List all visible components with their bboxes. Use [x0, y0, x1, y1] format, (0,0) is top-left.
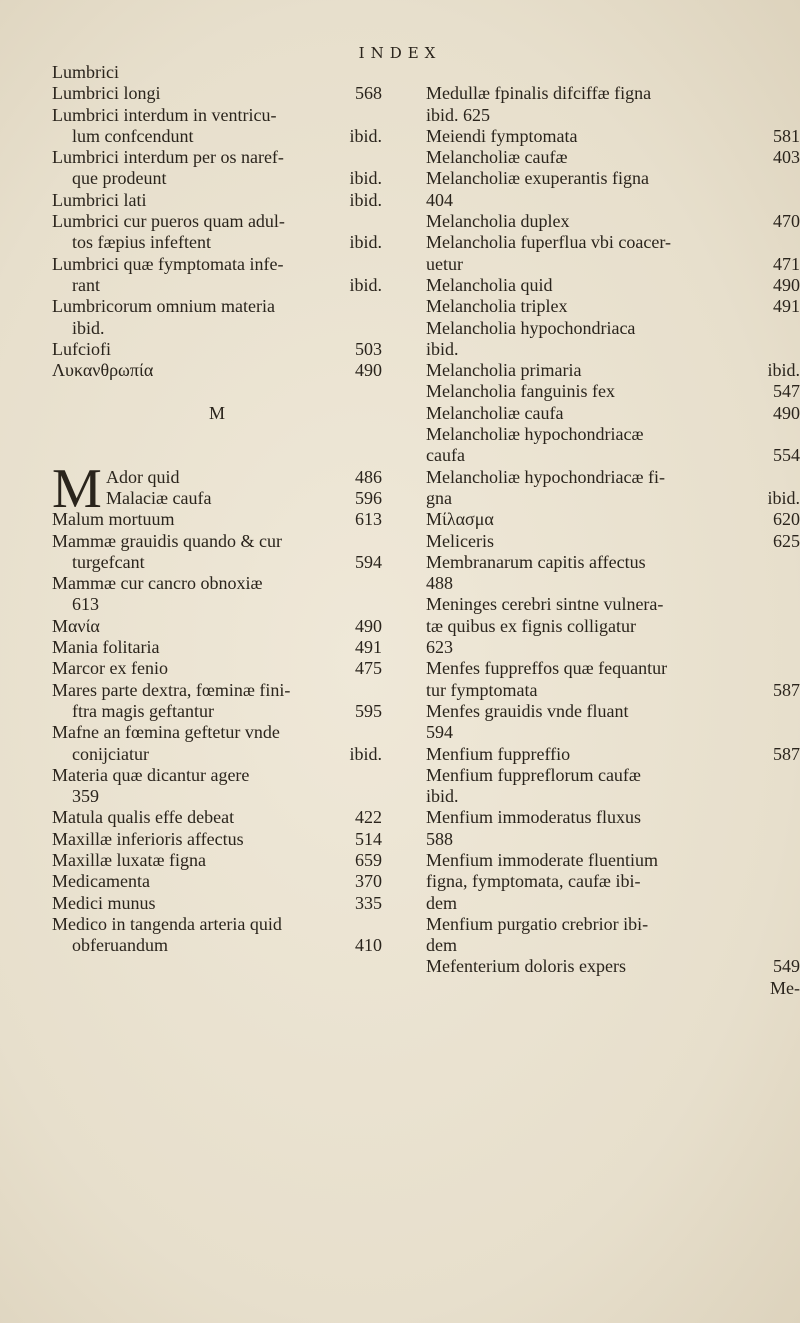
entry-text: Meiendi fymptomata	[426, 125, 578, 146]
index-entry	[52, 765, 382, 786]
entry-text: ibid.	[426, 786, 459, 807]
page-ref: 491	[773, 296, 800, 317]
entry-text: caufa	[426, 445, 465, 466]
entry-text: 359	[72, 786, 99, 807]
entry-text: Mafne an fœmina geftetur vnde	[52, 722, 280, 743]
entry-text: Lumbrici cur pueros quam adul-	[52, 211, 285, 232]
index-entry	[380, 893, 800, 914]
entry-text: Maxillæ luxatæ figna	[52, 849, 206, 870]
index-entry	[380, 616, 800, 637]
page-ref: 422	[355, 807, 382, 828]
page-ref: Me-	[770, 977, 800, 998]
index-entry	[52, 211, 382, 232]
index-entry	[380, 871, 800, 892]
entry-text: Melancholia primaria	[426, 360, 582, 381]
entry-text: Marcor ex fenio	[52, 658, 168, 679]
page-ref: 587	[773, 743, 800, 764]
index-entry	[380, 381, 800, 402]
entry-text: ibid.	[426, 338, 459, 359]
page-ref: 613	[355, 509, 382, 530]
index-entry	[380, 552, 800, 573]
page-ref: 335	[355, 892, 382, 913]
index-entry	[52, 807, 382, 828]
index-entry	[52, 722, 382, 743]
index-entry	[52, 190, 382, 211]
index-entry	[380, 935, 800, 956]
index-entry	[380, 658, 800, 679]
page-ref: 470	[773, 211, 800, 232]
index-entry	[52, 701, 382, 722]
index-entry	[52, 126, 382, 147]
entry-text: Menfium immoderate fluentium	[426, 849, 658, 870]
index-entry	[52, 829, 382, 850]
entry-text: Menfium fuppreflorum caufæ	[426, 764, 641, 785]
entry-text: Menfium immoderatus fluxus	[426, 807, 641, 828]
entry-text: Lumbrici longi	[52, 83, 161, 104]
entry-text: Malaciæ caufa	[106, 487, 212, 508]
entry-text: Mefenterium doloris expers	[426, 956, 626, 977]
entry-text: rant	[72, 274, 100, 295]
index-entry	[52, 935, 382, 956]
index-entry	[380, 275, 800, 296]
entry-text: dem	[426, 935, 457, 956]
index-entry	[380, 722, 800, 743]
entry-text: Menfes grauidis vnde fluant	[426, 700, 629, 721]
entry-text: Lufciofi	[52, 338, 111, 359]
page-ref: 514	[355, 828, 382, 849]
entry-text: Medullæ fpinalis difciffæ figna	[426, 83, 652, 104]
entry-text: Melancholiæ hypochondriacæ fi-	[426, 466, 665, 487]
index-entry	[380, 296, 800, 317]
entry-text: uetur	[426, 253, 463, 274]
index-entry	[52, 488, 382, 509]
index-entry	[380, 403, 800, 424]
entry-text: 588	[426, 828, 453, 849]
entry-text: Melancholia hypochondriaca	[426, 317, 636, 338]
index-entry	[380, 62, 800, 83]
index-entry	[380, 360, 800, 381]
entry-text: tos fæpius infeftent	[72, 232, 211, 253]
entry-text: que prodeunt	[72, 168, 167, 189]
page-ref: 490	[355, 360, 382, 381]
entry-text: 613	[72, 594, 99, 615]
index-entry	[52, 296, 382, 317]
page-ref: 554	[773, 445, 800, 466]
page-ref: 490	[773, 402, 800, 423]
index-entry	[52, 616, 382, 637]
entry-text: 623	[426, 637, 453, 658]
index-entry	[52, 254, 382, 275]
entry-text: Malum mortuum	[52, 509, 175, 530]
entry-text: obferuandum	[72, 935, 168, 956]
page-ref: 581	[773, 125, 800, 146]
entry-text: Melancholia quid	[426, 274, 553, 295]
index-entry	[52, 594, 382, 615]
index-entry	[380, 680, 800, 701]
entry-text: 488	[426, 573, 453, 594]
entry-text: Lumbricorum omnium materia	[52, 296, 275, 317]
entry-text: Melancholia fanguinis fex	[426, 381, 615, 402]
right-column	[380, 62, 800, 999]
index-entry	[380, 914, 800, 935]
index-entry	[52, 914, 382, 935]
index-entry	[380, 318, 800, 339]
entry-text: Materia quæ dicantur agere	[52, 764, 250, 785]
page-ref: ibid.	[349, 274, 382, 295]
entry-text: Melancholiæ caufæ	[426, 147, 568, 168]
entry-text: tur fymptomata	[426, 679, 538, 700]
entry-text: figna, fymptomata, caufæ ibi-	[426, 871, 641, 892]
index-entry	[52, 339, 382, 360]
entry-text: Mares parte dextra, fœminæ fini-	[52, 679, 291, 700]
entry-text: turgefcant	[72, 551, 145, 572]
entry-text: Melancholiæ exuperantis figna	[426, 168, 649, 189]
page-ref: ibid.	[767, 360, 800, 381]
index-entry	[52, 871, 382, 892]
index-entry	[52, 786, 382, 807]
entry-text: ibid.	[72, 317, 105, 338]
index-entry	[52, 275, 382, 296]
entry-text: Meliceris	[426, 530, 494, 551]
index-entry	[52, 531, 382, 552]
page-ref: 370	[355, 871, 382, 892]
page-ref: ibid.	[349, 125, 382, 146]
entry-text: Menfium purgatio crebrior ibi-	[426, 913, 649, 934]
index-entry	[380, 765, 800, 786]
entry-text: Melancholia fuperflua vbi coacer-	[426, 232, 672, 253]
index-entry	[380, 488, 800, 509]
index-entry	[380, 105, 800, 126]
index-entry	[52, 381, 382, 402]
index-entry	[52, 680, 382, 701]
index-entry	[52, 509, 382, 530]
index-entry	[380, 126, 800, 147]
entry-text: ftra magis geftantur	[72, 700, 214, 721]
entry-text: gna	[426, 487, 452, 508]
index-entry	[380, 978, 800, 999]
page-ref: 549	[773, 956, 800, 977]
entry-text: Μίλασμα	[426, 509, 494, 530]
index-entry	[380, 83, 800, 104]
page-ref: 620	[773, 509, 800, 530]
left-column	[52, 62, 382, 956]
index-entry	[380, 467, 800, 488]
index-entry	[52, 232, 382, 253]
index-entry	[52, 360, 382, 381]
index-entry	[52, 893, 382, 914]
page-ref: ibid.	[349, 189, 382, 210]
page-ref: 594	[355, 551, 382, 572]
entry-text: Medici munus	[52, 892, 156, 913]
index-entry	[380, 232, 800, 253]
page-ref: 503	[355, 338, 382, 359]
page-ref: ibid.	[349, 232, 382, 253]
index-entry	[380, 168, 800, 189]
index-entry	[52, 318, 382, 339]
entry-text: Membranarum capitis affectus	[426, 551, 646, 572]
index-entry	[380, 956, 800, 977]
index-entry	[380, 531, 800, 552]
entry-text: Melancholiæ caufa	[426, 402, 564, 423]
index-entry	[52, 62, 382, 83]
index-entry	[380, 573, 800, 594]
entry-text: Λυκανθρωπία	[52, 360, 154, 381]
index-entry	[380, 339, 800, 360]
page-ref: 568	[355, 83, 382, 104]
entry-text: Matula qualis effe debeat	[52, 807, 235, 828]
page-ref: 595	[355, 700, 382, 721]
entry-text: Μανία	[52, 615, 100, 636]
entry-text: Meninges cerebri sintne vulnera-	[426, 594, 664, 615]
index-entry	[380, 424, 800, 445]
entry-text: Mammæ grauidis quando & cur	[52, 530, 282, 551]
index-entry	[52, 744, 382, 765]
entry-text: Medico in tangenda arteria quid	[52, 913, 282, 934]
entry-text: Maxillæ inferioris affectus	[52, 828, 244, 849]
entry-text: Lumbrici	[52, 62, 119, 82]
index-entry	[380, 701, 800, 722]
index-entry	[52, 637, 382, 658]
index-entry	[380, 850, 800, 871]
page-ref: 410	[355, 935, 382, 956]
entry-text: Lumbrici quæ fymptomata infe-	[52, 253, 284, 274]
page-ref: ibid.	[349, 743, 382, 764]
entry-text: Melancholia triplex	[426, 296, 568, 317]
entry-text: Melancholia duplex	[426, 211, 570, 232]
entry-text: Lumbrici lati	[52, 189, 147, 210]
index-entry	[380, 254, 800, 275]
index-entry	[380, 211, 800, 232]
page-ref: 486	[355, 466, 382, 487]
page-ref: ibid.	[349, 168, 382, 189]
page-header: INDEX	[358, 44, 442, 62]
entry-text: lum confcendunt	[72, 125, 194, 146]
entry-text: M	[208, 402, 225, 423]
index-entry	[380, 744, 800, 765]
index-entry	[380, 829, 800, 850]
index-entry	[380, 190, 800, 211]
entry-text: dem	[426, 892, 457, 913]
page-ref: 403	[773, 147, 800, 168]
page-ref: 596	[355, 487, 382, 508]
entry-text: Mammæ cur cancro obnoxiæ	[52, 573, 263, 594]
index-entry	[52, 83, 382, 104]
entry-text: Mania folitaria	[52, 637, 160, 658]
index-entry	[52, 403, 382, 424]
index-entry	[380, 637, 800, 658]
index-entry	[52, 424, 382, 445]
page-ref: 625	[773, 530, 800, 551]
index-entry	[52, 658, 382, 679]
index-entry	[52, 552, 382, 573]
index-entry	[380, 807, 800, 828]
index-entry	[380, 786, 800, 807]
page-ref: 491	[355, 637, 382, 658]
entry-text: Menfium fuppreffio	[426, 743, 571, 764]
page-ref: 547	[773, 381, 800, 402]
page-ref: ibid.	[767, 487, 800, 508]
index-entry	[52, 850, 382, 871]
drop-cap: M	[52, 457, 102, 520]
entry-text: Lumbrici interdum per os naref-	[52, 147, 284, 168]
entry-text: Medicamenta	[52, 871, 150, 892]
index-entry	[52, 573, 382, 594]
entry-text: Melancholiæ hypochondriacæ	[426, 424, 644, 445]
index-entry	[380, 147, 800, 168]
entry-text: 404	[426, 189, 453, 210]
page-ref: 490	[355, 615, 382, 636]
page-ref: 475	[355, 658, 382, 679]
page-ref: 490	[773, 274, 800, 295]
entry-text: Lumbrici interdum in ventricu-	[52, 104, 277, 125]
entry-text: 594	[426, 722, 453, 743]
entry-text: ibid. 625	[426, 104, 491, 125]
entry-text: Menfes fuppreffos quæ fequantur	[426, 658, 668, 679]
page-ref: 471	[773, 253, 800, 274]
index-entry	[52, 147, 382, 168]
entry-text: tæ quibus ex fignis colligatur	[426, 615, 636, 636]
entry-text: Ador quid	[106, 466, 180, 487]
index-entry	[52, 168, 382, 189]
entry-text: conijciatur	[72, 743, 149, 764]
index-entry	[52, 105, 382, 126]
index-entry	[380, 509, 800, 530]
index-entry	[380, 445, 800, 466]
index-entry	[380, 594, 800, 615]
page-ref: 587	[773, 679, 800, 700]
page-ref: 659	[355, 849, 382, 870]
